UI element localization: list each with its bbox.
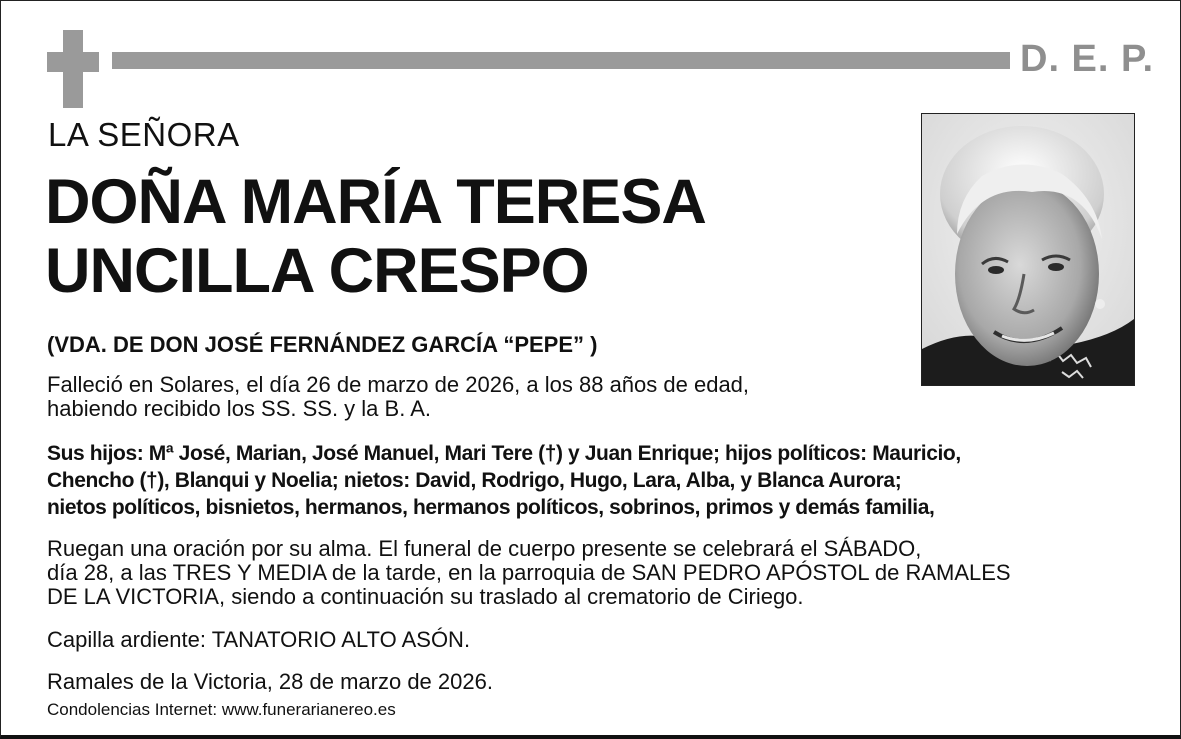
name-line-1: DOÑA MARÍA TERESA	[45, 167, 706, 237]
header-rule	[112, 52, 1010, 69]
condolences-line: Condolencias Internet: www.funerarianereo.es	[47, 700, 396, 719]
chapel-info: Capilla ardiente: TANATORIO ALTO ASÓN.	[47, 627, 471, 652]
portrait-illustration	[922, 114, 1134, 385]
place-date: Ramales de la Victoria, 28 de marzo de 2026.	[47, 669, 493, 694]
death-notice: Falleció en Solares, el día 26 de marzo de 2026, a los 88 años de edad, habiendo recibido los SS. SS. y la B. A.	[47, 372, 750, 421]
family-list: Sus hijos: Mª José, Marian, José Manuel, Mari Tere (†) y Juan Enrique; hijos políticos: Mauricio, Chencho (†), Blanqui y Noelia; nietos: David, Rodrigo, Hugo, Lara, Alba, y Blanca Aurora; nietos políticos, bisnietos, hermanos, hermanos políticos, sobrinos, primos y demás familia,	[47, 442, 961, 519]
widow-of-line: (VDA. DE DON JOSÉ FERNÁNDEZ GARCÍA “PEPE” )	[47, 332, 598, 357]
portrait-photo	[921, 113, 1135, 386]
kicker-title: LA SEÑORA	[48, 116, 240, 153]
deceased-name	[45, 168, 706, 306]
funeral-details: Ruegan una oración por su alma. El funeral de cuerpo presente se celebrará el SÁBADO, día 28, a las TRES Y MEDIA de la tarde, en la parroquia de SAN PEDRO APÓSTOL de RAMALES DE LA VICTORIA, siendo a continuación su traslado al crematorio de Ciriego.	[47, 536, 1011, 609]
dep-label: D. E. P.	[1020, 38, 1155, 80]
name-line-2: UNCILLA CRESPO	[45, 236, 589, 306]
